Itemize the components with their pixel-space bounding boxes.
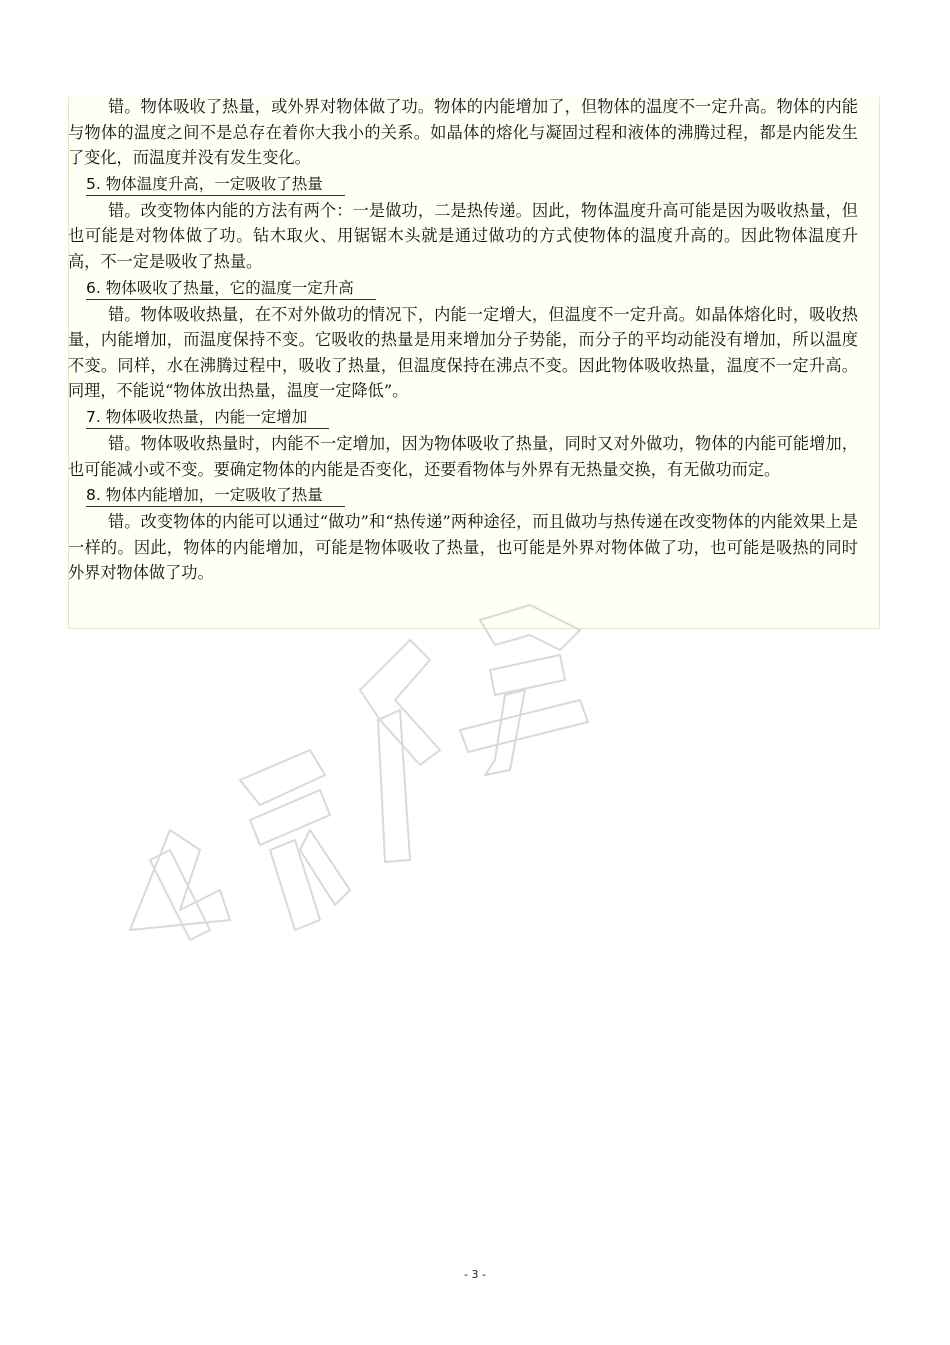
question-heading-7: 7. 物体吸收热量，内能一定增加 — [86, 406, 329, 429]
question-heading-5: 5. 物体温度升高，一定吸收了热量 — [86, 173, 345, 196]
question-heading-6: 6. 物体吸收了热量，它的温度一定升高 — [86, 277, 376, 300]
document-body — [68, 94, 858, 586]
answer-paragraph-8: 错。改变物体的内能可以通过“做功”和“热传递”两种途径，而且做功与热传递在改变物体的内能效果上是一样的。因此，物体的内能增加，可能是物体吸收了热量，也可能是外界对物体做了功，也可能是吸热的同时外界对物体做了功。 — [68, 512, 858, 583]
answer-paragraph-6: 错。物体吸收热量，在不对外做功的情况下，内能一定增大，但温度不一定升高。如晶体熔化时，吸收热量，内能增加，而温度保持不变。它吸收的热量是用来增加分子势能，而分子的平均动能没有增加，所以温度不变。同样，水在沸腾过程中，吸收了热量，但温度保持在沸点不变。因此物体吸收热量，温度不一定升高。同理，不能说“物体放出热量，温度一定降低”。 — [68, 304, 858, 401]
watermark-graphic — [110, 600, 630, 980]
page-number: - 3 - — [464, 1268, 486, 1281]
question-heading-8: 8. 物体内能增加，一定吸收了热量 — [86, 484, 345, 507]
answer-paragraph-4: 错。物体吸收了热量，或外界对物体做了功。物体的内能增加了，但物体的温度不一定升高。物体的内能与物体的温度之间不是总存在着你大我小的关系。如晶体的熔化与凝固过程和液体的沸腾过程，都是内能发生了变化，而温度并没有发生变化。 — [68, 97, 858, 168]
answer-paragraph-5: 错。改变物体内能的方法有两个：一是做功，二是热传递。因此，物体温度升高可能是因为吸收热量，但也可能是对物体做了功。钻木取火、用锯锯木头就是通过做功的方式使物体的温度升高的。因此物体温度升高，不一定是吸收了热量。 — [68, 200, 858, 271]
answer-paragraph-7: 错。物体吸收热量时，内能不一定增加，因为物体吸收了热量，同时又对外做功，物体的内能可能增加，也可能减小或不变。要确定物体的内能是否变化，还要看物体与外界有无热量交换，有无做功而定。 — [68, 433, 858, 479]
